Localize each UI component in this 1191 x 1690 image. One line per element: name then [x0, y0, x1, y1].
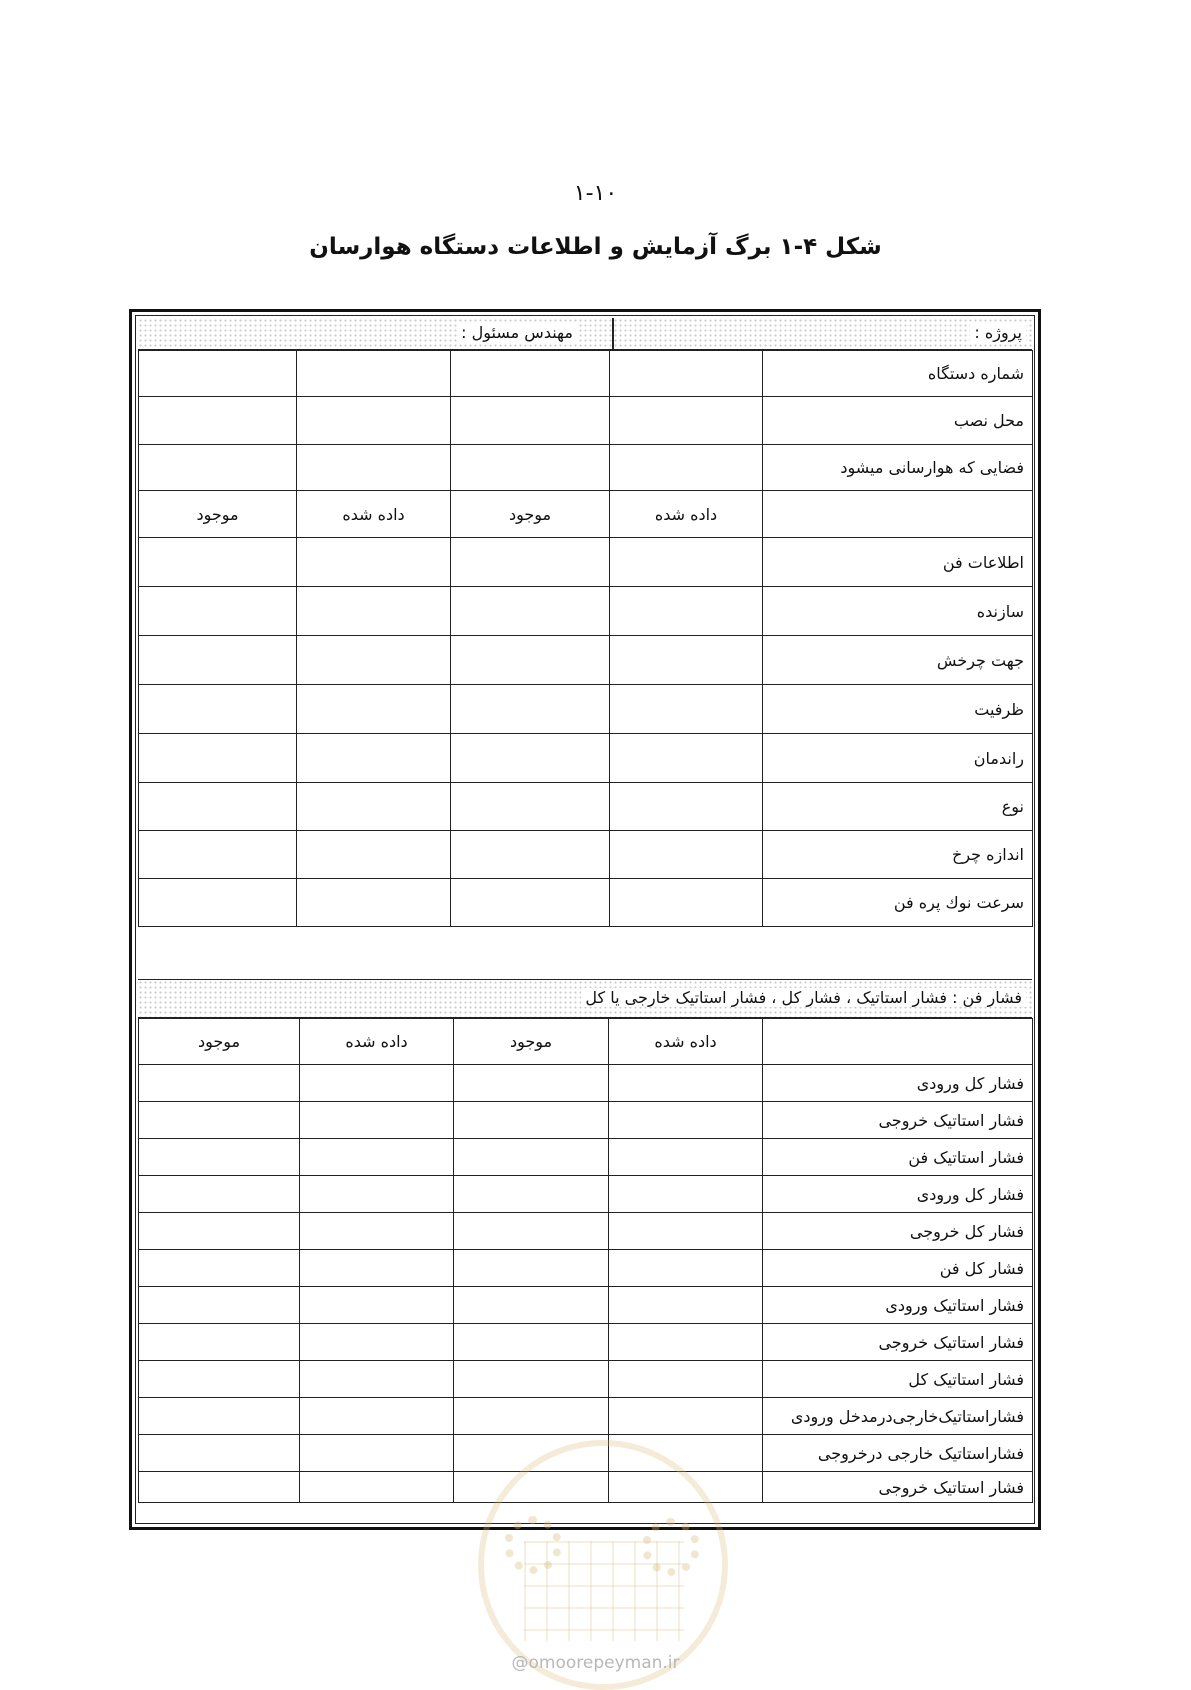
table-row — [139, 831, 1033, 879]
project-label: پروژه : — [970, 323, 1026, 342]
cell[interactable] — [451, 538, 610, 587]
cell[interactable] — [139, 1435, 300, 1472]
cell[interactable] — [454, 1102, 609, 1139]
cell[interactable] — [139, 1102, 300, 1139]
gear-icon — [642, 1518, 700, 1576]
cell[interactable] — [610, 734, 763, 783]
table-row — [139, 685, 1033, 734]
cell[interactable] — [297, 636, 451, 685]
cell[interactable] — [300, 1398, 454, 1435]
column-header: موجود — [451, 491, 610, 538]
table-row — [139, 1102, 1033, 1139]
cell[interactable] — [609, 1287, 763, 1324]
table-row — [139, 1324, 1033, 1361]
cell[interactable] — [451, 685, 610, 734]
row-label: فشار کل ورودی — [763, 1176, 1033, 1213]
cell[interactable] — [139, 831, 297, 879]
project-header-band — [138, 318, 1032, 350]
cell[interactable] — [139, 587, 297, 636]
cell[interactable] — [454, 1398, 609, 1435]
column-header-row — [139, 491, 1033, 538]
row-label: فضایی که هوارسانی میشود — [763, 445, 1033, 491]
row-label: فشار استاتیک کل — [763, 1361, 1033, 1398]
cell[interactable] — [451, 445, 610, 491]
cell[interactable] — [300, 1139, 454, 1176]
cell[interactable] — [609, 1102, 763, 1139]
cell[interactable] — [451, 397, 610, 445]
cell[interactable] — [300, 1065, 454, 1102]
table-row — [139, 397, 1033, 445]
cell[interactable] — [610, 831, 763, 879]
cell[interactable] — [139, 734, 297, 783]
cell[interactable] — [300, 1472, 454, 1503]
row-label: فشاراستاتیک خارجی درخروجی — [763, 1435, 1033, 1472]
cell[interactable] — [139, 1324, 300, 1361]
cell[interactable] — [297, 445, 451, 491]
cell[interactable] — [139, 1361, 300, 1398]
cell[interactable] — [297, 351, 451, 397]
row-label: سازنده — [763, 587, 1033, 636]
table-row — [139, 351, 1033, 397]
column-header: داده شده — [300, 1019, 454, 1065]
page-number: ۱-۱۰ — [573, 181, 618, 206]
cell[interactable] — [451, 879, 610, 927]
pressure-table — [138, 1018, 1033, 1503]
row-label: شماره دستگاه — [763, 351, 1033, 397]
cell[interactable] — [451, 734, 610, 783]
cell[interactable] — [609, 1213, 763, 1250]
cell[interactable] — [609, 1398, 763, 1435]
row-label: محل نصب — [763, 397, 1033, 445]
row-label: فشار استاتیک خروجی — [763, 1472, 1033, 1503]
table-row — [139, 1398, 1033, 1435]
row-label: جهت چرخش — [763, 636, 1033, 685]
cell[interactable] — [610, 351, 763, 397]
cell[interactable] — [454, 1139, 609, 1176]
cell[interactable] — [297, 538, 451, 587]
cell[interactable] — [300, 1250, 454, 1287]
blank-row — [138, 933, 1032, 980]
cell — [763, 491, 1033, 538]
device-table — [138, 350, 1033, 927]
cell[interactable] — [139, 1176, 300, 1213]
cell[interactable] — [610, 685, 763, 734]
cell[interactable] — [139, 685, 297, 734]
cell[interactable] — [139, 636, 297, 685]
table-row — [139, 783, 1033, 831]
row-label: سرعت نوك پره فن — [763, 879, 1033, 927]
cell[interactable] — [300, 1176, 454, 1213]
row-label: اندازه چرخ — [763, 831, 1033, 879]
test-sheet-form — [129, 309, 1041, 1530]
table-row — [139, 587, 1033, 636]
cell[interactable] — [139, 351, 297, 397]
cell[interactable] — [297, 587, 451, 636]
cell[interactable] — [609, 1324, 763, 1361]
cell[interactable] — [139, 1065, 300, 1102]
column-header: داده شده — [610, 491, 763, 538]
table-row — [139, 1250, 1033, 1287]
cell[interactable] — [300, 1324, 454, 1361]
cell[interactable] — [300, 1102, 454, 1139]
cell[interactable] — [451, 831, 610, 879]
cell — [763, 1019, 1033, 1065]
cell[interactable] — [139, 1287, 300, 1324]
table-row — [139, 636, 1033, 685]
table-row — [139, 1139, 1033, 1176]
cell[interactable] — [454, 1361, 609, 1398]
cell[interactable] — [609, 1361, 763, 1398]
cell[interactable] — [454, 1065, 609, 1102]
cell[interactable] — [609, 1065, 763, 1102]
cell[interactable] — [139, 1250, 300, 1287]
cell[interactable] — [139, 538, 297, 587]
cell[interactable] — [454, 1213, 609, 1250]
cell[interactable] — [451, 351, 610, 397]
cell[interactable] — [297, 734, 451, 783]
cell[interactable] — [297, 685, 451, 734]
row-label: ظرفیت — [763, 685, 1033, 734]
table-row — [139, 445, 1033, 491]
column-header: موجود — [139, 491, 297, 538]
cell[interactable] — [609, 1176, 763, 1213]
column-header: موجود — [454, 1019, 609, 1065]
cell[interactable] — [454, 1324, 609, 1361]
cell[interactable] — [139, 879, 297, 927]
cell[interactable] — [454, 1250, 609, 1287]
gear-icon — [504, 1516, 562, 1574]
header-divider — [612, 318, 614, 350]
cell[interactable] — [451, 636, 610, 685]
pressure-title: فشار فن : فشار استاتیک ، فشار کل ، فشار استاتیک خارجی یا کل — [581, 988, 1026, 1007]
cell[interactable] — [297, 879, 451, 927]
table-row — [139, 879, 1033, 927]
row-label: فشار کل فن — [763, 1250, 1033, 1287]
cell[interactable] — [297, 831, 451, 879]
cell[interactable] — [139, 783, 297, 831]
document-title: شکل ۴-۱ برگ آزمایش و اطلاعات دستگاه هوارسان — [309, 234, 882, 260]
cell[interactable] — [610, 587, 763, 636]
cell[interactable] — [300, 1435, 454, 1472]
cell[interactable] — [297, 783, 451, 831]
table-row — [139, 1065, 1033, 1102]
row-label: اطلاعات فن — [763, 538, 1033, 587]
cell[interactable] — [610, 636, 763, 685]
cell[interactable] — [139, 1213, 300, 1250]
row-label: نوع — [763, 783, 1033, 831]
cell[interactable] — [609, 1139, 763, 1176]
table-row — [139, 1176, 1033, 1213]
cell[interactable] — [610, 445, 763, 491]
cell[interactable] — [610, 538, 763, 587]
cell[interactable] — [610, 783, 763, 831]
table-row — [139, 1213, 1033, 1250]
cell[interactable] — [139, 1398, 300, 1435]
cell[interactable] — [451, 587, 610, 636]
watermark-text: @omoorepeyman.ir — [511, 1653, 680, 1673]
table-row — [139, 1361, 1033, 1398]
table-row — [139, 1287, 1033, 1324]
cell[interactable] — [610, 879, 763, 927]
table-row — [139, 538, 1033, 587]
engineer-label: مهندس مسئول : — [457, 323, 577, 342]
cell[interactable] — [300, 1213, 454, 1250]
row-label: فشار استاتیک ورودی — [763, 1287, 1033, 1324]
cell[interactable] — [139, 1472, 300, 1503]
row-label: فشار کل ورودی — [763, 1065, 1033, 1102]
cell[interactable] — [454, 1176, 609, 1213]
column-header-row — [139, 1019, 1033, 1065]
cell[interactable] — [139, 1139, 300, 1176]
column-header: داده شده — [297, 491, 451, 538]
row-label: فشار استاتیک خروجی — [763, 1102, 1033, 1139]
pressure-header-band — [138, 980, 1032, 1018]
cell[interactable] — [610, 397, 763, 445]
row-label: راندمان — [763, 734, 1033, 783]
column-header: داده شده — [609, 1019, 763, 1065]
table-row — [139, 734, 1033, 783]
cell[interactable] — [609, 1250, 763, 1287]
cell[interactable] — [300, 1361, 454, 1398]
cell[interactable] — [454, 1287, 609, 1324]
cell[interactable] — [297, 397, 451, 445]
cell[interactable] — [300, 1287, 454, 1324]
cell[interactable] — [451, 783, 610, 831]
row-label: فشاراستاتیک‌خارجی‌درمدخل ورودی — [763, 1398, 1033, 1435]
column-header: موجود — [139, 1019, 300, 1065]
row-label: فشار کل خروجی — [763, 1213, 1033, 1250]
cell[interactable] — [139, 397, 297, 445]
cell[interactable] — [139, 445, 297, 491]
row-label: فشار استاتیک خروجی — [763, 1324, 1033, 1361]
row-label: فشار استاتیک فن — [763, 1139, 1033, 1176]
